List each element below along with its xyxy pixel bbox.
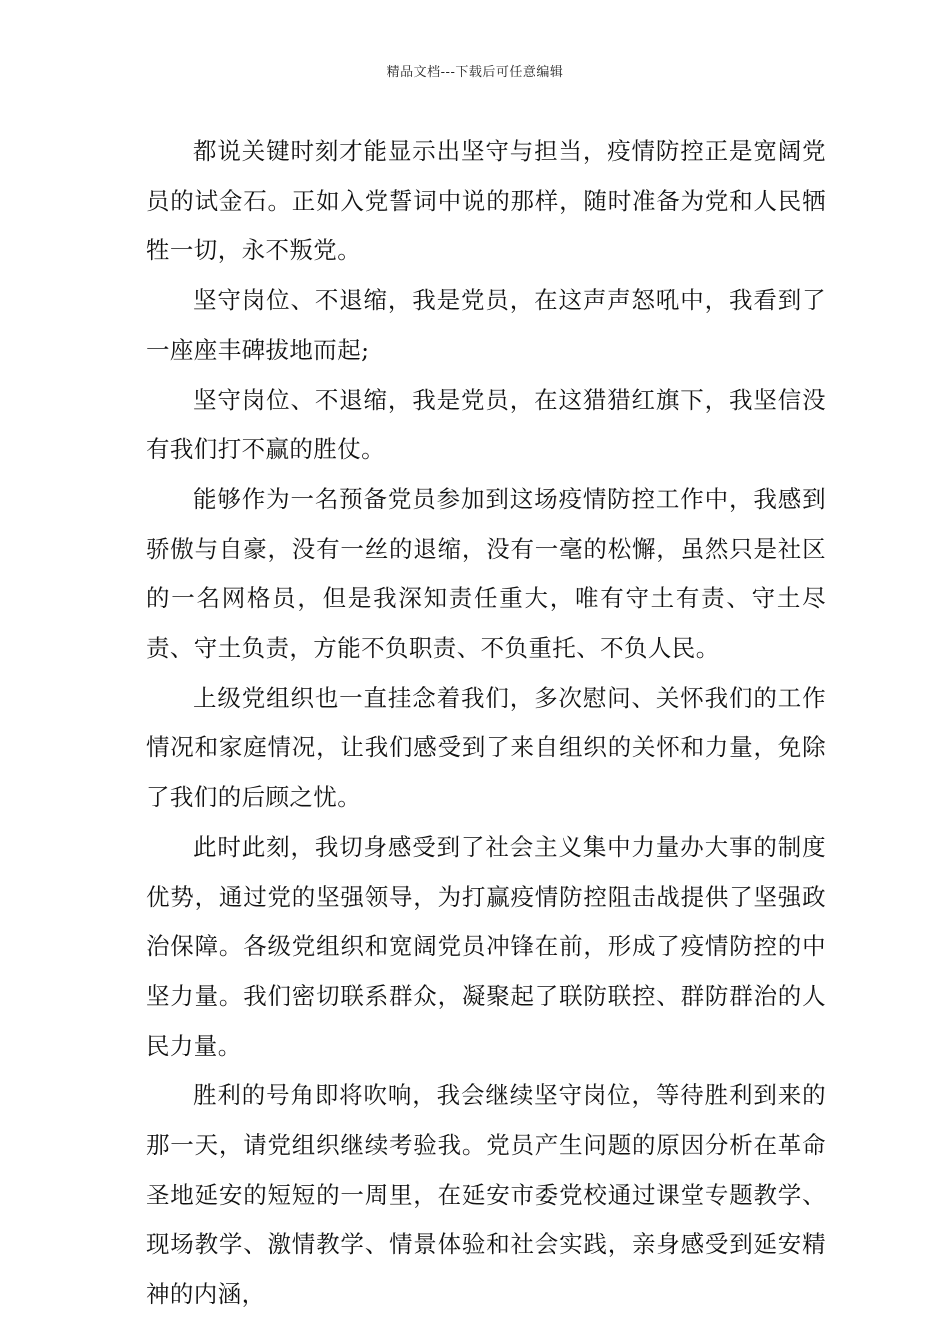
page-header: 精品文档---下载后可任意编辑 (386, 65, 564, 80)
document-body (146, 127, 826, 1320)
paragraph-2: 坚守岗位、不退缩，我是党员，在这声声怒吼中，我看到了一座座丰碑拔地而起; (146, 286, 826, 364)
paragraph-1: 都说关键时刻才能显示出坚守与担当，疫情防控正是宽阔党员的试金石。正如入党誓词中说的那样，随时准备为党和人民牺牲一切，永不叛党。 (146, 137, 826, 265)
paragraph-4: 能够作为一名预备党员参加到这场疫情防控工作中，我感到骄傲与自豪，没有一丝的退缩，没有一毫的松懈，虽然只是社区的一名网格员，但是我深知责任重大，唯有守土有责、守土尽责、守土负责，方能不负职责、不负重托、不负人民。 (146, 484, 826, 663)
paragraph-5: 上级党组织也一直挂念着我们，多次慰问、关怀我们的工作情况和家庭情况，让我们感受到了来自组织的关怀和力量，免除了我们的后顾之忧。 (146, 683, 826, 812)
paragraph-7: 胜利的号角即将吹响，我会继续坚守岗位，等待胜利到来的那一天，请党组织继续考验我。党员产生问题的原因分析在革命圣地延安的短短的一周里，在延安市委党校通过课堂专题教学、现场教学、激情教学、情景体验和社会实践，亲身感受到延安精神的内涵， (146, 1081, 826, 1309)
paragraph-3: 坚守岗位、不退缩，我是党员，在这猎猎红旗下，我坚信没有我们打不赢的胜仗。 (146, 385, 826, 464)
paragraph-6: 此时此刻，我切身感受到了社会主义集中力量办大事的制度优势，通过党的坚强领导，为打赢疫情防控阻击战提供了坚强政治保障。各级党组织和宽阔党员冲锋在前，形成了疫情防控的中坚力量。我们密切联系群众，凝聚起了联防联控、群防群治的人民力量。 (146, 832, 826, 1060)
